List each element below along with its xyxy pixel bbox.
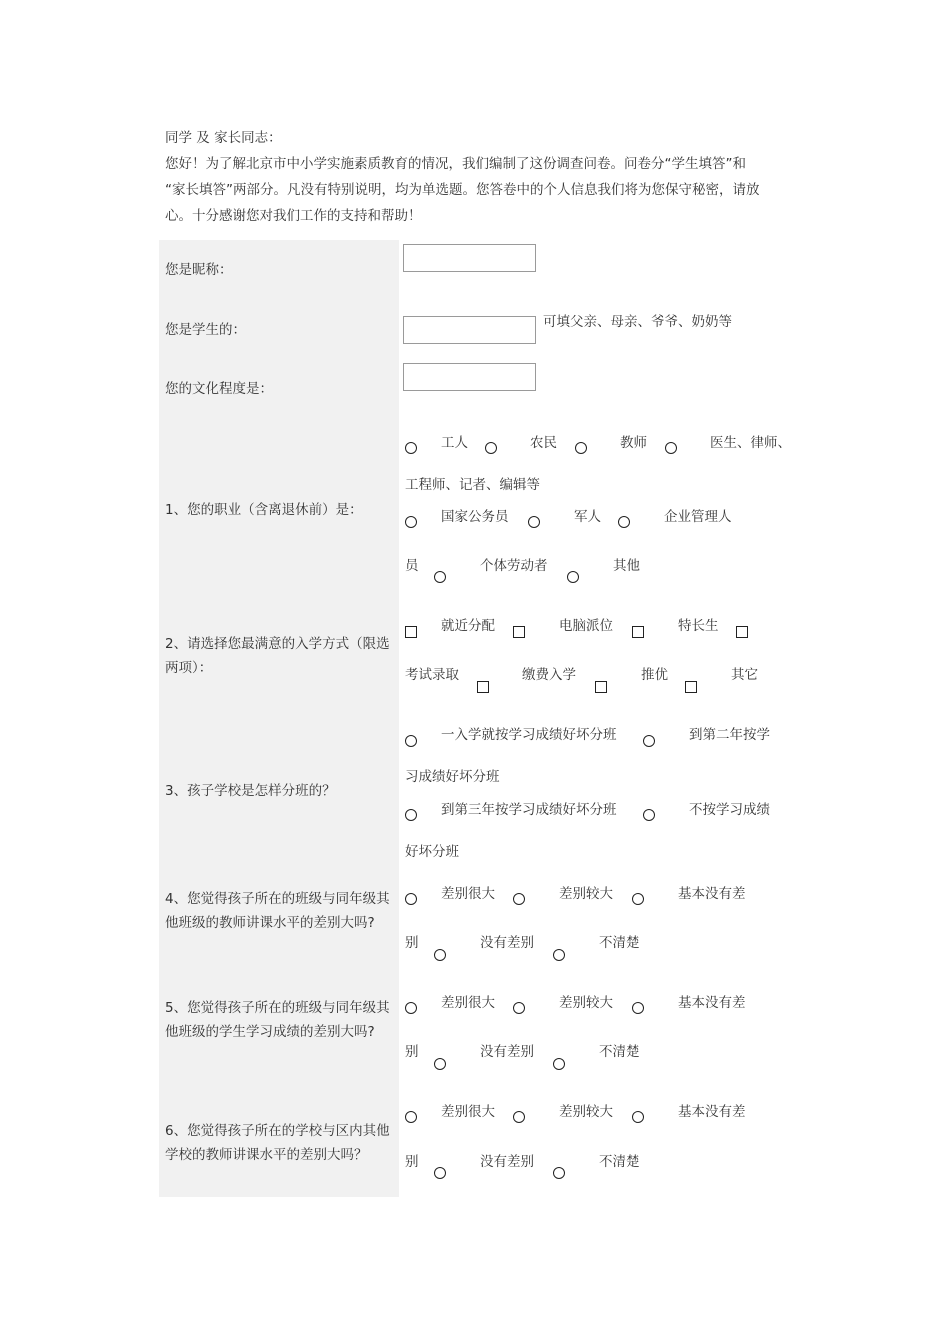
q6-option-4: 没有差别 [480, 1154, 534, 1170]
q5-option-1: 差别很大 [441, 995, 495, 1011]
q1-option-7b: 员 [405, 558, 419, 574]
q2-checkbox-6[interactable] [595, 681, 607, 693]
nickname-input[interactable] [403, 244, 536, 272]
q1-radio-7[interactable] [618, 516, 630, 528]
q6-option-5: 不清楚 [599, 1154, 640, 1170]
q4-option-5: 不清楚 [599, 935, 640, 951]
q6-radio-3[interactable] [632, 1111, 644, 1123]
q6-radio-1[interactable] [405, 1111, 417, 1123]
q1-radio-3[interactable] [575, 442, 587, 454]
q2-checkbox-2[interactable] [513, 626, 525, 638]
q5-option-3a: 基本没有差 [678, 995, 746, 1011]
q3-radio-3[interactable] [405, 809, 417, 821]
q1-radio-1[interactable] [405, 442, 417, 454]
q4-option-3a: 基本没有差 [678, 886, 746, 902]
q6-radio-2[interactable] [513, 1111, 525, 1123]
q2-checkbox-3[interactable] [632, 626, 644, 638]
q2-checkbox-5[interactable] [477, 681, 489, 693]
q2-checkbox-1[interactable] [405, 626, 417, 638]
q5-option-2: 差别较大 [559, 995, 613, 1011]
q5-radio-5[interactable] [553, 1058, 565, 1070]
q6-option-1: 差别很大 [441, 1104, 495, 1120]
q2-option-1: 就近分配 [441, 618, 495, 634]
intro-line-3: 心。十分感谢您对我们工作的支持和帮助！ [165, 208, 422, 224]
q1-radio-4[interactable] [665, 442, 677, 454]
q6-label: 6、您觉得孩子所在的学校与区内其他学校的教师讲课水平的差别大吗？ [165, 1123, 390, 1163]
q1-option-7a: 企业管理人 [664, 509, 732, 525]
q1-option-1: 工人 [441, 435, 468, 451]
q5-option-3b: 别 [405, 1044, 419, 1060]
q2-checkbox-4[interactable] [736, 626, 748, 638]
q1-option-2: 农民 [530, 435, 557, 451]
q4-option-1: 差别很大 [441, 886, 495, 902]
q2-option-4: 考试录取 [405, 667, 459, 683]
q1-label: 1、您的职业（含离退休前）是： [165, 502, 363, 518]
q1-option-5: 国家公务员 [441, 509, 509, 525]
q4-option-2: 差别较大 [559, 886, 613, 902]
q3-option-2b: 习成绩好坏分班 [405, 769, 500, 785]
q3-option-4b: 好坏分班 [405, 844, 459, 860]
q1-radio-8[interactable] [434, 571, 446, 583]
q6-radio-4[interactable] [434, 1167, 446, 1179]
q1-option-3: 教师 [620, 435, 647, 451]
q1-option-6: 军人 [574, 509, 601, 525]
q4-option-4: 没有差别 [480, 935, 534, 951]
q3-option-2a: 到第二年按学 [689, 727, 770, 743]
q4-radio-5[interactable] [553, 949, 565, 961]
q2-label: 2、请选择您最满意的入学方式（限选两项）： [165, 636, 390, 676]
q6-option-3b: 别 [405, 1154, 419, 1170]
q1-option-4a: 医生、律师、 [710, 435, 791, 451]
intro-line-2: “家长填答”两部分。凡没有特别说明，均为单选题。您答卷中的个人信息我们将为您保守秘密，请放 [165, 182, 760, 198]
q2-option-6: 推优 [641, 667, 668, 683]
q1-option-4b: 工程师、记者、编辑等 [405, 477, 540, 493]
relation-hint: 可填父亲、母亲、爷爷、奶奶等 [543, 314, 732, 330]
q5-radio-4[interactable] [434, 1058, 446, 1070]
relation-input[interactable] [403, 316, 536, 344]
q6-radio-5[interactable] [553, 1167, 565, 1179]
q1-radio-2[interactable] [485, 442, 497, 454]
education-input[interactable] [403, 363, 536, 391]
q2-option-2: 电脑派位 [559, 618, 613, 634]
intro-text [165, 125, 790, 229]
q3-radio-1[interactable] [405, 735, 417, 747]
q5-label: 5、您觉得孩子所在的班级与同年级其他班级的学生学习成绩的差别大吗? [165, 1000, 390, 1040]
q3-label: 3、孩子学校是怎样分班的？ [165, 783, 336, 799]
education-label: 您的文化程度是： [165, 381, 273, 397]
q4-radio-2[interactable] [513, 893, 525, 905]
intro-line-1: 您好！为了解北京市中小学实施素质教育的情况，我们编制了这份调查问卷。问卷分“学生填答”和 [165, 156, 746, 172]
nickname-label: 您是昵称： [165, 262, 233, 278]
q1-radio-5[interactable] [405, 516, 417, 528]
q1-option-8: 个体劳动者 [480, 558, 548, 574]
q4-radio-3[interactable] [632, 893, 644, 905]
q6-option-2: 差别较大 [559, 1104, 613, 1120]
q2-option-3: 特长生 [678, 618, 719, 634]
q2-checkbox-7[interactable] [685, 681, 697, 693]
q2-option-5: 缴费入学 [522, 667, 576, 683]
q3-radio-4[interactable] [643, 809, 655, 821]
q5-option-5: 不清楚 [599, 1044, 640, 1060]
q6-option-3a: 基本没有差 [678, 1104, 746, 1120]
q5-option-4: 没有差别 [480, 1044, 534, 1060]
q3-radio-2[interactable] [643, 735, 655, 747]
q2-option-7: 其它 [731, 667, 758, 683]
q5-radio-2[interactable] [513, 1002, 525, 1014]
q4-label: 4、您觉得孩子所在的班级与同年级其他班级的教师讲课水平的差别大吗? [165, 891, 390, 931]
q5-radio-1[interactable] [405, 1002, 417, 1014]
q3-option-3: 到第三年按学习成绩好坏分班 [441, 802, 617, 818]
q4-radio-1[interactable] [405, 893, 417, 905]
q1-radio-6[interactable] [528, 516, 540, 528]
greeting: 同学 及 家长同志： [165, 130, 282, 146]
q4-option-3b: 别 [405, 935, 419, 951]
q4-radio-4[interactable] [434, 949, 446, 961]
q1-radio-9[interactable] [567, 571, 579, 583]
q3-option-1: 一入学就按学习成绩好坏分班 [441, 727, 617, 743]
q1-option-9: 其他 [613, 558, 640, 574]
relation-label: 您是学生的： [165, 322, 246, 338]
q3-option-4a: 不按学习成绩 [689, 802, 770, 818]
q5-radio-3[interactable] [632, 1002, 644, 1014]
